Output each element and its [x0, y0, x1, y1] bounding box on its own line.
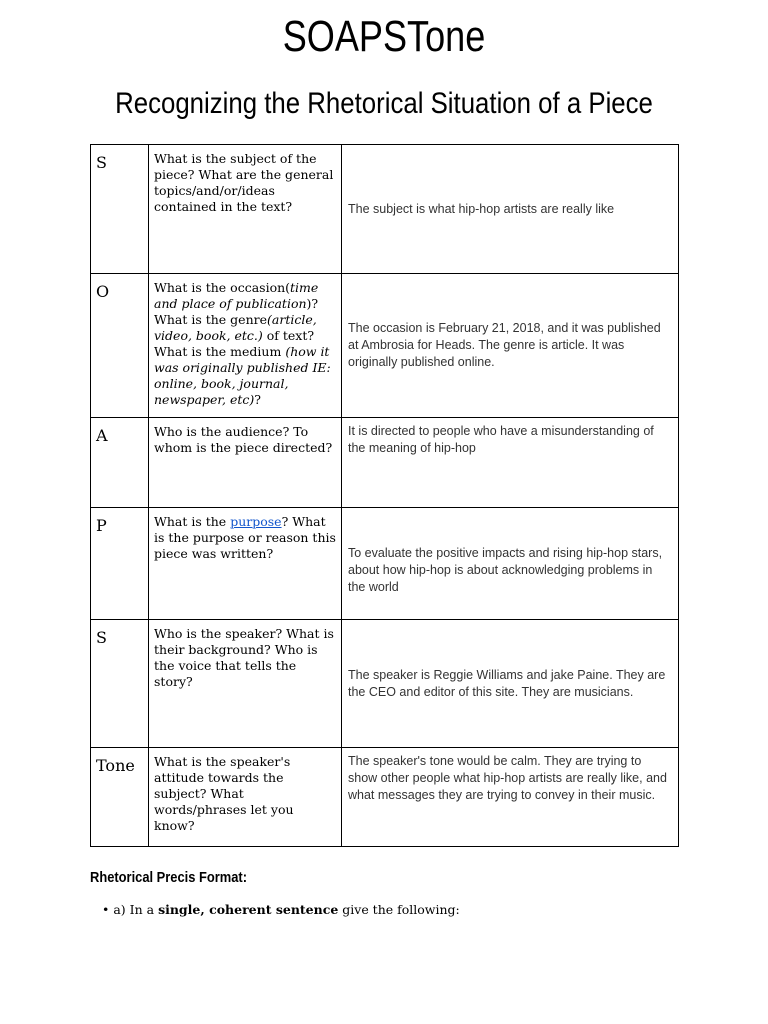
- question-part: ?: [254, 392, 261, 407]
- precis-heading: Rhetorical Precis Format:: [90, 869, 248, 886]
- answer-text: To evaluate the positive impacts and rising hip-hop stars, about how hip-hop is about acknowledging problems in the world: [348, 546, 663, 594]
- page-subtitle: Recognizing the Rhetorical Situation of a Piece: [115, 87, 653, 120]
- table-row-tone: [91, 748, 679, 847]
- answer-text: The occasion is February 21, 2018, and it was published at Ambrosia for Heads. The genre is article. It was originally published online.: [348, 321, 661, 369]
- row-answer[interactable]: [342, 508, 679, 620]
- table-row-audience: [91, 418, 679, 508]
- row-letter: S: [91, 620, 149, 748]
- question-part: )? What is the genre: [154, 296, 319, 327]
- row-question: What is the subject of the piece? What are the general topics/and/or/ideas contained in the text?: [149, 145, 342, 274]
- table-row-speaker: [91, 620, 679, 748]
- answer-text: The speaker is Reggie Williams and jake Paine. They are the CEO and editor of this site. They are musicians.: [348, 667, 666, 699]
- row-answer[interactable]: [342, 274, 679, 418]
- bullet-bold: single, coherent sentence: [158, 902, 339, 917]
- bullet-prefix: a) In a: [113, 902, 159, 917]
- question-part: of text? What is the medium: [154, 328, 315, 359]
- question-part-italic: (how it was originally published IE: online, book, journal, newspaper, etc): [154, 344, 331, 407]
- row-answer[interactable]: [342, 145, 679, 274]
- question-part: What is the occasion(: [154, 280, 291, 295]
- question-part: ? What is the purpose or reason this piece was written?: [154, 514, 336, 561]
- row-question: What is the speaker's attitude towards the subject? What words/phrases let you know?: [149, 748, 342, 847]
- row-letter: O: [91, 274, 149, 418]
- purpose-link[interactable]: purpose: [230, 514, 282, 529]
- row-question: Who is the audience? To whom is the piece directed?: [149, 418, 342, 508]
- bullet-suffix: give the following:: [338, 902, 460, 917]
- answer-text: The subject is what hip-hop artists are really like: [348, 201, 615, 216]
- soapstone-table: [90, 144, 679, 847]
- bullet-dot: •: [102, 902, 110, 917]
- question-part-italic: (article, video, book, etc.): [154, 312, 317, 343]
- row-question: [149, 274, 342, 418]
- answer-text: It is directed to people who have a misunderstanding of the meaning of hip-hop: [348, 424, 654, 455]
- row-answer[interactable]: [342, 418, 679, 508]
- row-answer[interactable]: [342, 620, 679, 748]
- row-letter: P: [91, 508, 149, 620]
- table-row-subject: [91, 145, 679, 274]
- page-title: SOAPSTone: [282, 12, 486, 61]
- row-question: Who is the speaker? What is their background? Who is the voice that tells the story?: [149, 620, 342, 748]
- answer-text: The speaker's tone would be calm. They are trying to show other people what hip-hop artists are really like, and what messages they are trying to convey in their music.: [348, 754, 667, 802]
- row-letter: S: [91, 145, 149, 274]
- row-answer[interactable]: [342, 748, 679, 847]
- table-row-occasion: [91, 274, 679, 418]
- table-row-purpose: [91, 508, 679, 620]
- precis-bullet-item: [102, 902, 460, 917]
- row-question: [149, 508, 342, 620]
- question-part: What is the: [154, 514, 231, 529]
- row-letter: Tone: [91, 748, 149, 847]
- row-letter: A: [91, 418, 149, 508]
- question-part-italic: time and place of publication: [154, 280, 319, 311]
